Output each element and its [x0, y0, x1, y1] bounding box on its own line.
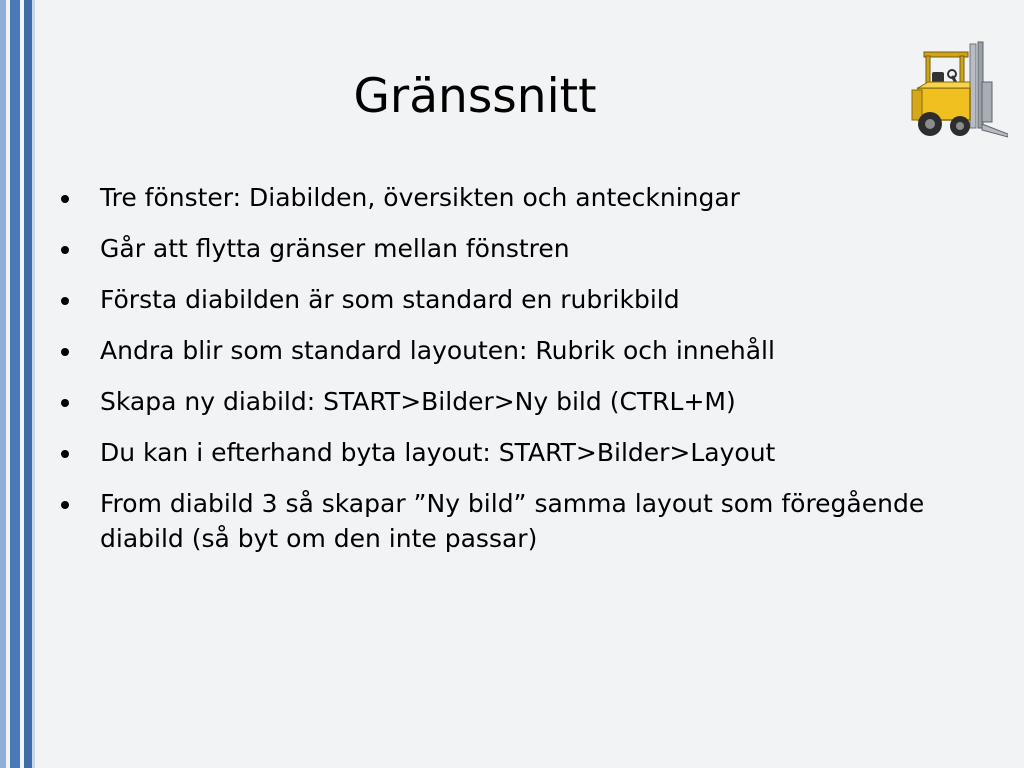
bullet-item [58, 333, 958, 368]
bullet-dot [61, 399, 69, 407]
bullet-text: Andra blir som standard layouten: Rubrik och innehåll [100, 336, 775, 365]
bullet-dot [61, 450, 69, 458]
bullet-text: Du kan i efterhand byta layout: START>Bilder>Layout [100, 438, 776, 467]
bullet-text: Går att flytta gränser mellan fönstren [100, 234, 570, 263]
bullet-item [58, 231, 958, 266]
bullet-text: Skapa ny diabild: START>Bilder>Ny bild (CTRL+M) [100, 387, 736, 416]
bullet-item [58, 180, 958, 215]
slide-title: Gränssnitt [353, 69, 597, 124]
bullet-item [58, 384, 958, 419]
bullet-text: Första diabilden är som standard en rubrikbild [100, 285, 680, 314]
border-stripe [24, 0, 32, 768]
bullet-dot [61, 297, 69, 305]
left-border-decoration [0, 0, 40, 768]
bullet-dot [61, 501, 69, 509]
border-stripe [10, 0, 20, 768]
forklift-icon [908, 38, 1008, 142]
bullet-item [58, 486, 958, 556]
bullet-dot [61, 348, 69, 356]
border-stripe [32, 0, 35, 768]
bullet-dot [61, 246, 69, 254]
bullet-text: From diabild 3 så skapar ”Ny bild” samma layout som föregående diabild (så byt om den inte passar) [100, 489, 925, 553]
bullet-text: Tre fönster: Diabilden, översikten och anteckningar [100, 183, 740, 212]
bullet-item [58, 435, 958, 470]
bullet-list [58, 180, 958, 572]
bullet-item [58, 282, 958, 317]
bullet-dot [61, 195, 69, 203]
